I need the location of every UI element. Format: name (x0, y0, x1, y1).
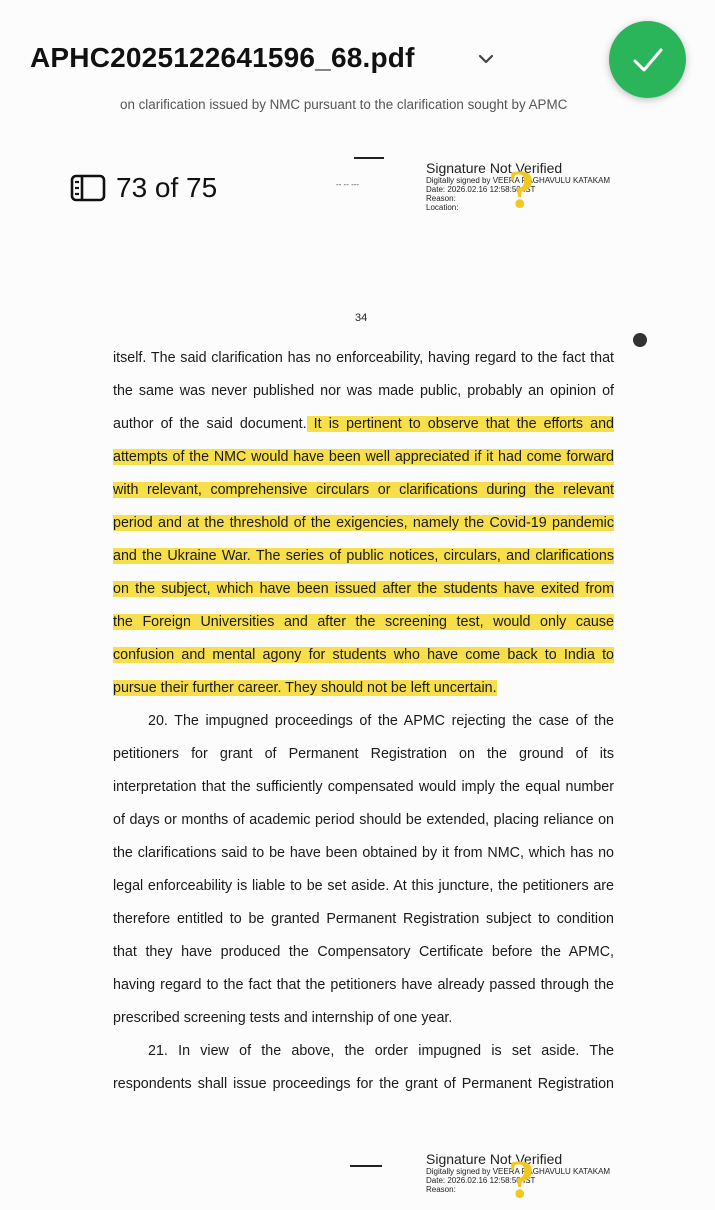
page-indicator-label: 73 of 75 (116, 172, 218, 203)
text-segment: author of the said document. (113, 416, 307, 432)
signature-stroke (350, 1165, 382, 1167)
signature-stroke (354, 157, 384, 159)
file-name-title[interactable]: APHC2025122641596_68.pdf (30, 42, 415, 73)
document-line (113, 842, 614, 875)
question-mark-icon: ? (508, 1149, 535, 1209)
scan-dot (633, 333, 647, 347)
signature-location: Location: (426, 203, 459, 212)
signature-reason: Reason: (426, 1185, 456, 1194)
text-segment: 20. The impugned proceedings of the APMC rejecting the case of the (148, 713, 614, 729)
highlighted-text: the Foreign Universities and after the screening test, would only cause (113, 614, 614, 630)
signature-signed-by: Digitally signed by VEERA RAGHAVULU KATAKAM (426, 176, 611, 185)
page-header-fragment: on clarification issued by NMC pursuant to the clarification sought by APMC (120, 97, 568, 112)
text-segment: therefore entitled to be granted Permanent Registration subject to condition (113, 911, 614, 927)
document-line-text (113, 446, 614, 468)
signature-signed-by: Digitally signed by VEERA RAGHAVULU KATAKAM (426, 1167, 611, 1176)
scan-specks: -- -- --- (336, 180, 360, 189)
document-line (113, 809, 614, 842)
text-segment: 21. In view of the above, the order impugned is set aside. The (148, 1043, 614, 1059)
checkmark-icon (628, 40, 668, 80)
document-line-text (113, 479, 614, 501)
text-segment: of days or months of academic period should be extended, placing reliance on (113, 812, 614, 828)
document-line-text (113, 908, 614, 930)
document-line-text (113, 413, 614, 435)
document-line (113, 380, 614, 413)
signature-date: Date: 2026.02.16 12:58:50 IST (426, 1176, 536, 1185)
document-line (113, 413, 614, 446)
document-line (113, 743, 614, 776)
document-line-text (113, 611, 614, 633)
document-line-text (113, 974, 614, 996)
question-mark-icon: ? (508, 159, 535, 219)
highlighted-text: on the subject, which have been issued after the students have exited from (113, 581, 614, 597)
signature-title: Signature Not Verified (426, 160, 563, 176)
document-line (113, 644, 614, 677)
highlighted-text: with relevant, comprehensive circulars or clarifications during the relevant (113, 482, 614, 498)
document-line-text (113, 842, 614, 864)
document-line (113, 1073, 614, 1106)
document-line-text (113, 347, 614, 369)
highlighted-text: It is pertinent to observe that the efforts and (306, 416, 614, 432)
done-button[interactable] (609, 21, 686, 98)
document-line (113, 611, 614, 644)
document-line-text (113, 875, 614, 897)
document-line-text (113, 512, 614, 534)
document-line (113, 677, 614, 710)
document-line (113, 578, 614, 611)
text-segment: that they have produced the Compensatory Certificate before the APMC, (113, 944, 614, 960)
document-line (113, 1040, 614, 1073)
document-line-text (113, 1007, 614, 1029)
document-line (113, 908, 614, 941)
highlighted-text: and the Ukraine War. The series of public notices, circulars, and clarifications (113, 548, 614, 564)
document-line (113, 875, 614, 908)
signature-reason: Reason: (426, 194, 456, 203)
document-line (113, 941, 614, 974)
text-segment: the same was never published nor was made public, probably an opinion of (113, 383, 614, 399)
page-indicator[interactable] (70, 170, 217, 206)
highlighted-text: pursue their further career. They should not be left uncertain. (113, 680, 497, 696)
document-line (113, 479, 614, 512)
text-segment: petitioners for grant of Permanent Registration on the ground of its (113, 746, 614, 762)
document-line (113, 710, 614, 743)
text-segment: having regard to the fact that the petitioners have already passed through the (113, 977, 614, 993)
text-segment: interpretation that the sufficiently compensated would imply the equal number (113, 779, 614, 795)
document-line (113, 512, 614, 545)
text-segment: the clarifications said to be have been obtained by it from NMC, which has no (113, 845, 614, 861)
signature-stamp (426, 1151, 686, 1194)
document-line-text (113, 809, 614, 831)
document-line-text (113, 776, 614, 798)
signature-date: Date: 2026.02.16 12:58:50 IST (426, 185, 536, 194)
text-segment: itself. The said clarification has no enforceability, having regard to the fact that (113, 350, 614, 366)
chevron-down-icon[interactable] (476, 49, 496, 69)
document-line-text (113, 578, 614, 600)
document-line-text (113, 743, 614, 765)
document-line (113, 1007, 614, 1040)
document-line-text (113, 545, 614, 567)
document-line-text (113, 710, 614, 732)
highlighted-text: attempts of the NMC would have been well appreciated if it had come forward (113, 449, 614, 465)
text-segment: respondents shall issue proceedings for the grant of Permanent Registration (113, 1076, 614, 1092)
document-line-text (113, 677, 614, 699)
document-line-text (113, 644, 614, 666)
highlighted-text: period and at the threshold of the exigencies, namely the Covid-19 pandemic (113, 515, 614, 531)
highlighted-text: confusion and mental agony for students who have come back to India to (113, 647, 614, 663)
text-segment: legal enforceability is liable to be set aside. At this juncture, the petitioners are (113, 878, 614, 894)
text-segment: prescribed screening tests and internship of one year. (113, 1010, 453, 1026)
page-number: 34 (355, 312, 368, 324)
document-line-text (113, 941, 614, 963)
document-line-text (113, 1040, 614, 1062)
page-thumbnails-icon (70, 174, 106, 202)
document-line-text (113, 380, 614, 402)
document-line (113, 545, 614, 578)
signature-stamp (426, 160, 686, 212)
document-line-text (113, 1073, 614, 1095)
document-line (113, 974, 614, 1007)
signature-title: Signature Not Verified (426, 1151, 563, 1167)
document-line (113, 347, 614, 380)
document-line (113, 446, 614, 479)
document-line (113, 776, 614, 809)
